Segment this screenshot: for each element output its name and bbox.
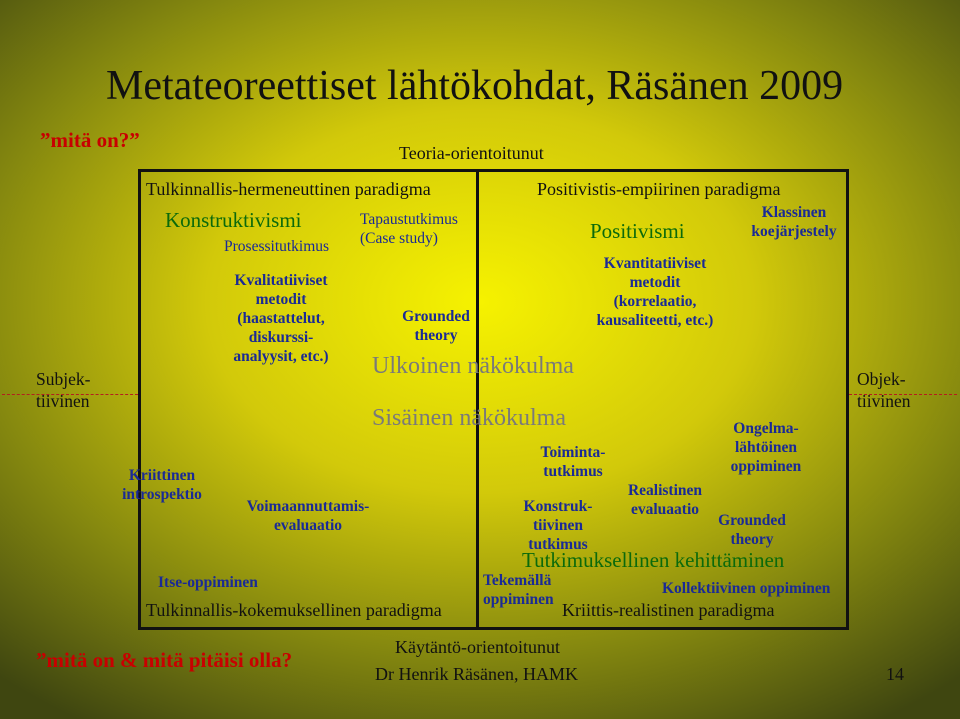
label-sisainen-nakokulma: Sisäinen näkökulma <box>372 405 566 431</box>
paradigm-bottom-right: Kriittis-realistinen paradigma <box>562 600 775 620</box>
page-number: 14 <box>886 664 904 684</box>
axis-right-label: Objek- tiivinen <box>857 369 911 411</box>
label-positivismi: Positivismi <box>590 219 685 243</box>
label-ulkoinen-nakokulma: Ulkoinen näkökulma <box>372 353 574 379</box>
axis-top-label: Teoria-orientoitunut <box>399 143 544 163</box>
label-tapaustutkimus: Tapaustutkimus (Case study) <box>360 211 458 247</box>
label-tutkimuksellinen-kehittaminen: Tutkimuksellinen kehittäminen <box>522 548 785 572</box>
label-grounded-bottom: Grounded theory <box>718 512 786 548</box>
label-tekemalla-oppiminen: Tekemällä oppiminen <box>483 572 554 608</box>
axis-dash-right <box>849 394 957 395</box>
label-kvalitatiiviset: Kvalitatiiviset metodit (haastattelut, diskurssi- analyysit, etc.) <box>233 272 329 365</box>
axis-bottom-label: Käytäntö-orientoitunut <box>395 637 560 657</box>
label-grounded-top: Grounded theory <box>402 308 470 344</box>
axis-dash-left <box>2 394 138 395</box>
label-kvantitatiiviset: Kvantitatiiviset metodit (korrelaatio, kausaliteetti, etc.) <box>596 255 714 329</box>
label-prosessitutkimus: Prosessitutkimus <box>224 238 330 255</box>
label-kollektiivinen-oppiminen: Kollektiivinen oppiminen <box>662 580 831 597</box>
paradigm-bottom-left: Tulkinnallis-kokemuksellinen paradigma <box>146 600 442 620</box>
paradigm-top-right: Positivistis-empiirinen paradigma <box>537 179 781 199</box>
slide-title: Metateoreettiset lähtökohdat, Räsänen 2009 <box>106 63 844 109</box>
label-kriittinen-introspektio: Kriittinen introspektio <box>122 467 202 503</box>
label-toimintatutkimus: Toiminta- tutkimus <box>540 444 606 480</box>
label-itse-oppiminen: Itse-oppiminen <box>158 574 258 591</box>
label-konstruktiivinen-tutkimus: Konstruk- tiivinen tutkimus <box>523 498 593 553</box>
label-konstruktivismi: Konstruktivismi <box>165 208 302 232</box>
label-realistinen-evaluaatio: Realistinen evaluaatio <box>627 482 703 518</box>
label-voimaannuttamisevaluaatio: Voimaannuttamis- evaluaatio <box>246 498 370 534</box>
footer-author: Dr Henrik Räsänen, HAMK <box>375 664 578 684</box>
label-klassinen: Klassinen koejärjestely <box>751 204 837 240</box>
paradigm-top-left: Tulkinnallis-hermeneuttinen paradigma <box>146 179 431 199</box>
label-ongelmalahtoinen-oppiminen: Ongelma- lähtöinen oppiminen <box>730 420 802 475</box>
axis-left-label: Subjek- tiivinen <box>36 369 91 411</box>
question-top: ”mitä on?” <box>40 128 140 152</box>
question-bottom: ”mitä on & mitä pitäisi olla? <box>36 648 293 672</box>
